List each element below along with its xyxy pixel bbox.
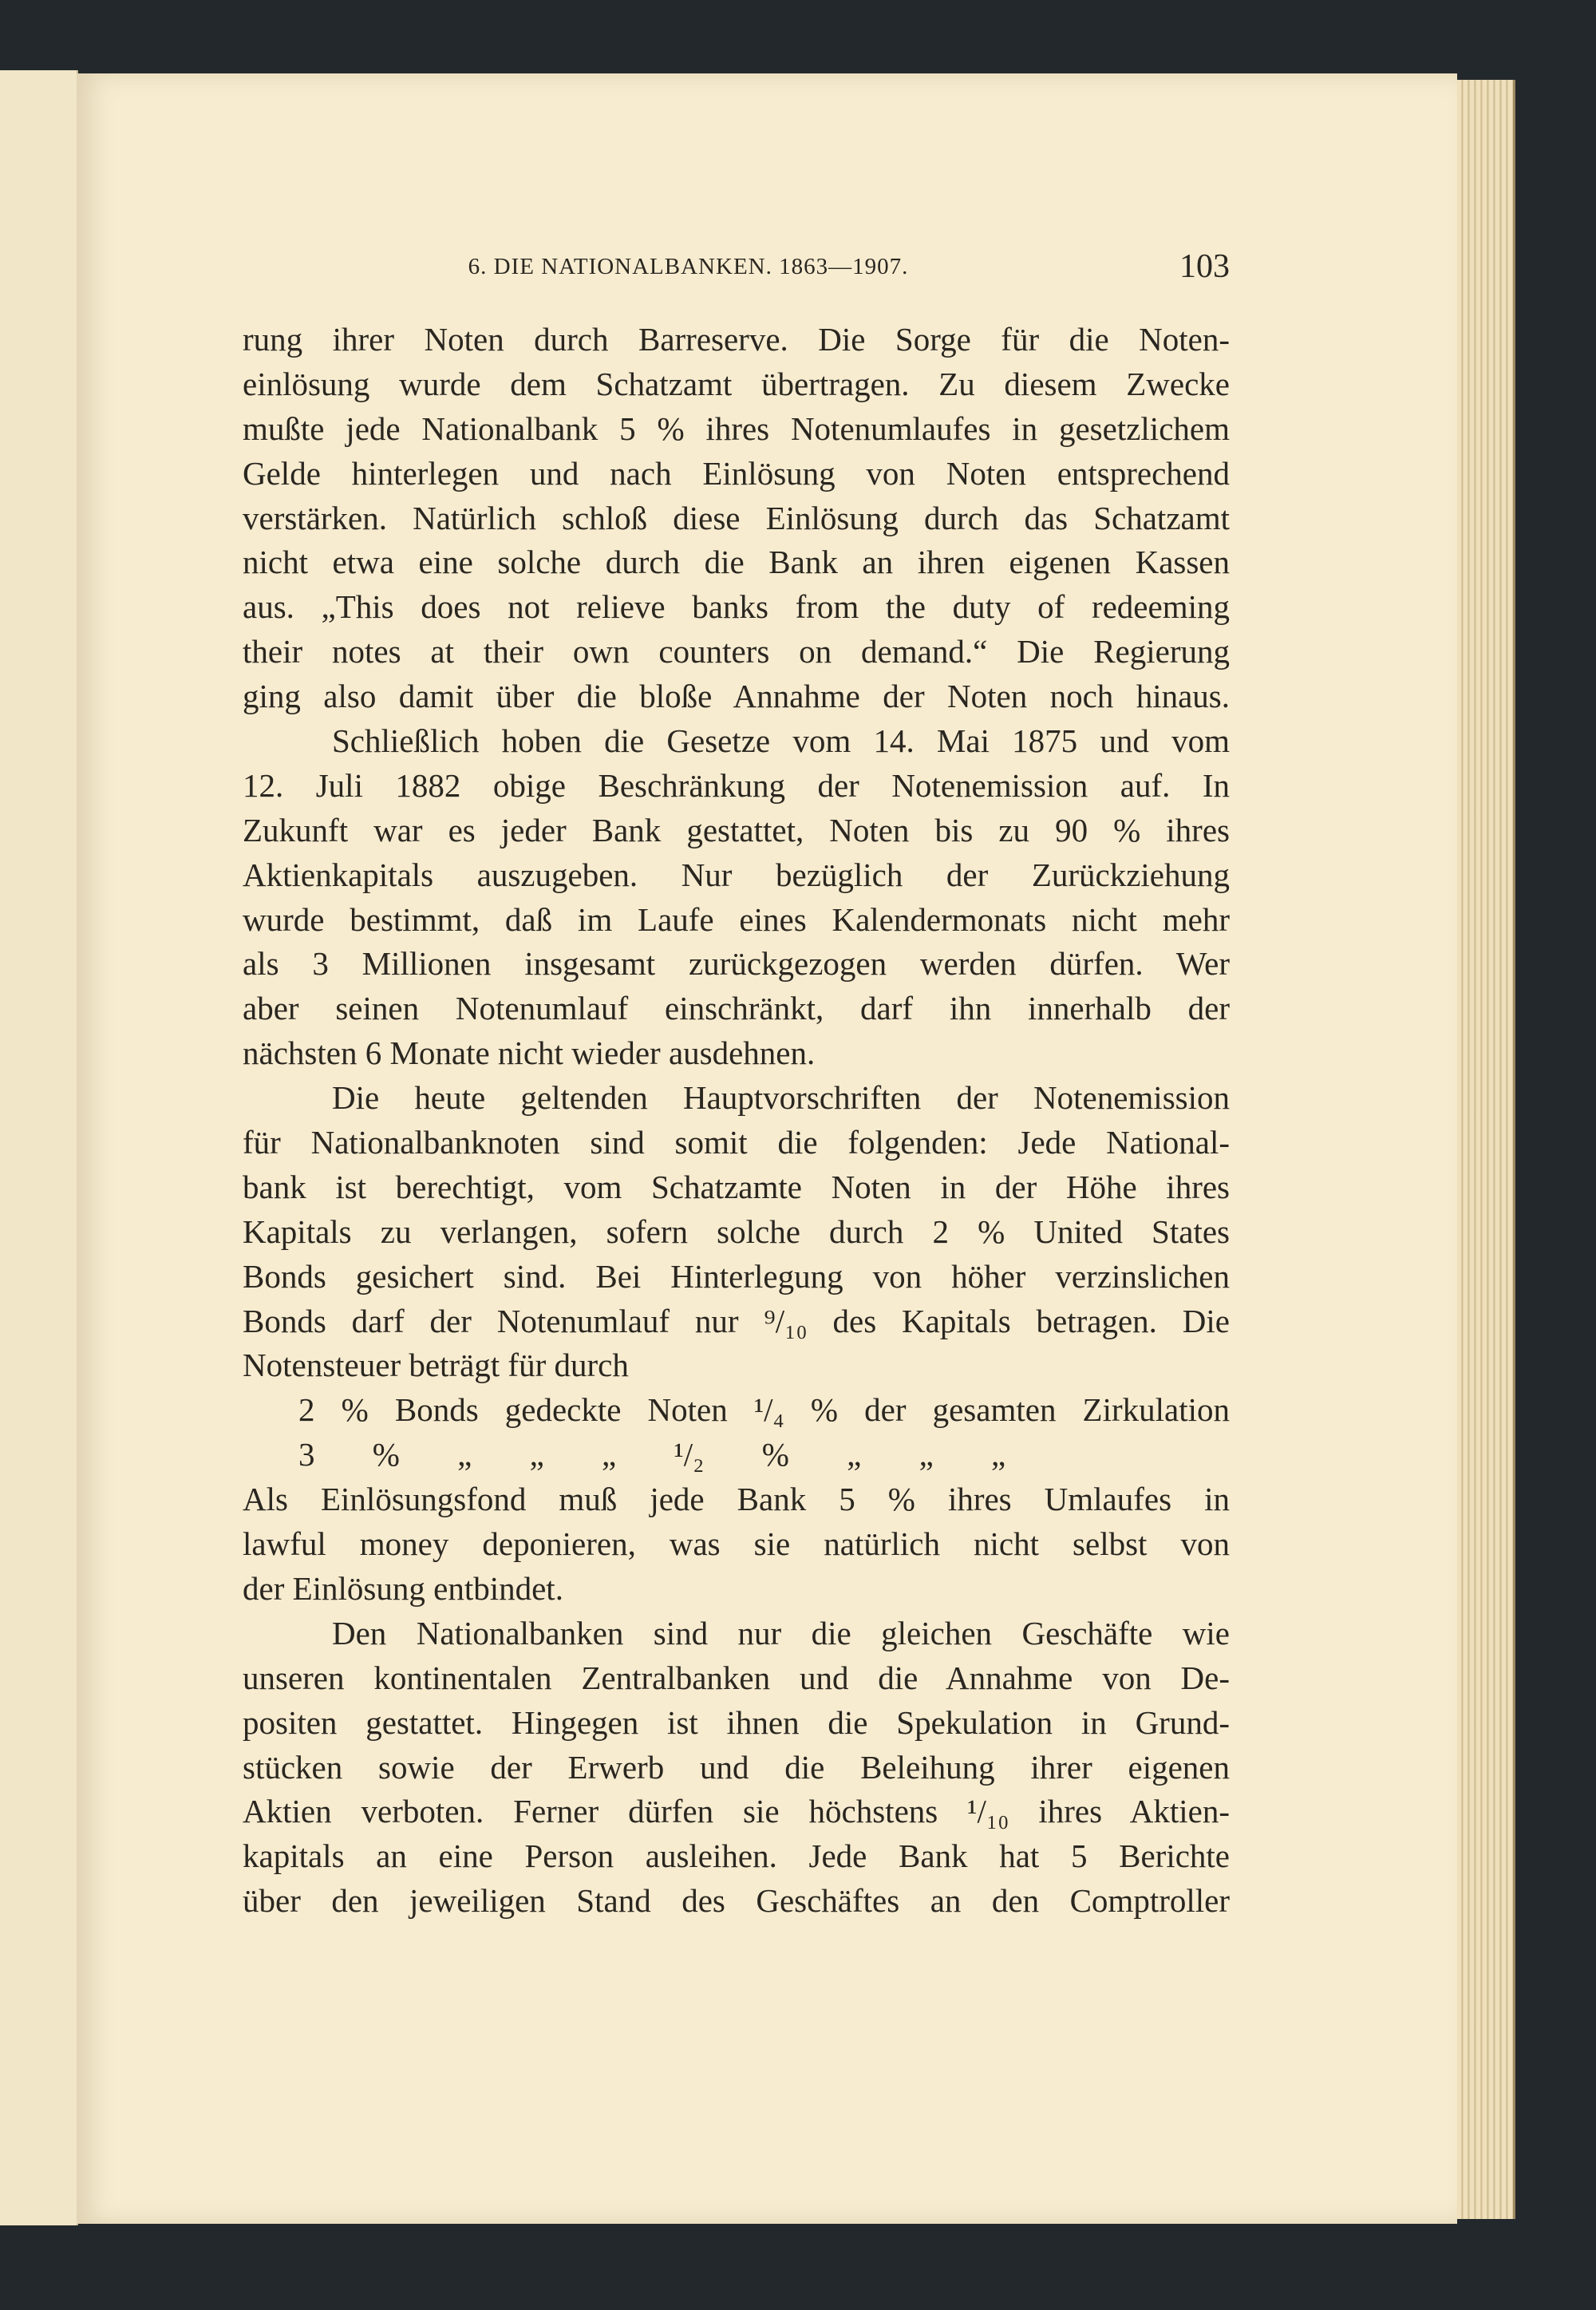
text-line: einlösung wurde dem Schatzamt übertragen. Zu diesem Zwecke [243, 365, 1230, 402]
text-line: positen gestattet. Hingegen ist ihnen die Spekulation in Grund- [243, 1703, 1230, 1741]
text-line: Aktien verboten. Ferner dürfen sie höchstens ¹/₁₀ ihres Aktien- [243, 1793, 1230, 1830]
text-line: für Nationalbanknoten sind somit die folgenden: Jede National- [243, 1124, 1230, 1161]
text-line: Als Einlösungsfond muß jede Bank 5 % ihres Umlaufes in [243, 1481, 1230, 1518]
paragraph-start-line: Den Nationalbanken sind nur die gleichen Geschäfte wie [332, 1614, 1230, 1651]
text-line: aus. „This does not relieve banks from the duty of redeeming [243, 588, 1230, 626]
text-line: Zukunft war es jeder Bank gestattet, Noten bis zu 90 % ihres [243, 811, 1230, 848]
text-line: verstärken. Natürlich schloß diese Einlösung durch das Schatzamt [243, 499, 1230, 536]
text-line: als 3 Millionen insgesamt zurückgezogen werden dürfen. Wer [243, 945, 1230, 983]
text-line: stücken sowie der Erwerb und die Beleihung ihrer eigenen [243, 1748, 1230, 1786]
page-header [243, 247, 1230, 287]
running-title: 6. DIE NATIONALBANKEN. 1863—1907. [468, 254, 909, 279]
text-line: aber seinen Notenumlauf einschränkt, darf ihn innerhalb der [243, 990, 1230, 1027]
tax-table-row: 2 % Bonds gedeckte Noten ¹/₄ % der gesamten Zirkulation [298, 1391, 1230, 1429]
page-stack-edges [1457, 80, 1515, 2219]
text-line: lawful money deponieren, was sie natürlich nicht selbst von [243, 1525, 1230, 1563]
paragraph-start-line: Die heute geltenden Hauptvorschriften der Notenemission [332, 1079, 1230, 1117]
text-line: kapitals an eine Person ausleihen. Jede Bank hat 5 Berichte [243, 1837, 1230, 1875]
text-line: Bonds darf der Notenumlauf nur ⁹/₁₀ des Kapitals betragen. Die [243, 1302, 1230, 1339]
text-line: Aktienkapitals auszugeben. Nur bezüglich der Zurückziehung [243, 856, 1230, 893]
tax-table-row: 3 % „ „ „ ¹/₂ % „ „ „ [298, 1436, 1006, 1473]
paragraph-end-line: der Einlösung entbindet. [243, 1569, 563, 1607]
text-line: Kapitals zu verlangen, sofern solche durch 2 % United States [243, 1212, 1230, 1250]
body-text [243, 318, 1230, 1924]
text-line: mußte jede Nationalbank 5 % ihres Notenumlaufes in gesetzlichem [243, 409, 1230, 447]
facing-page-edge [0, 70, 78, 2225]
text-line: rung ihrer Noten durch Barreserve. Die Sorge für die Noten- [243, 321, 1230, 358]
text-line: unseren kontinentalen Zentralbanken und die Annahme von De- [243, 1659, 1230, 1696]
text-line: Notensteuer beträgt für durch [243, 1347, 629, 1384]
text-line: wurde bestimmt, daß im Laufe eines Kalendermonats nicht mehr [243, 900, 1230, 938]
text-line: bank ist berechtigt, vom Schatzamte Noten in der Höhe ihres [243, 1168, 1230, 1205]
text-line: their notes at their own counters on demand.“ Die Regierung [243, 633, 1230, 670]
paragraph-end-line: nächsten 6 Monate nicht wieder ausdehnen. [243, 1034, 816, 1072]
text-line: Gelde hinterlegen und nach Einlösung von Noten entsprechend [243, 454, 1230, 492]
paragraph-start-line: Schließlich hoben die Gesetze vom 14. Mai 1875 und vom [332, 722, 1230, 760]
text-line: Bonds gesichert sind. Bei Hinterlegung von höher verzinslichen [243, 1257, 1230, 1295]
text-line: über den jeweiligen Stand des Geschäftes an den Comptroller [243, 1882, 1230, 1920]
page-number: 103 [1179, 248, 1230, 285]
text-line: ging also damit über die bloße Annahme der Noten noch hinaus. [243, 678, 1230, 715]
text-line: nicht etwa eine solche durch die Bank an ihren eigenen Kassen [243, 544, 1230, 581]
text-line: 12. Juli 1882 obige Beschränkung der Notenemission auf. In [243, 766, 1230, 804]
